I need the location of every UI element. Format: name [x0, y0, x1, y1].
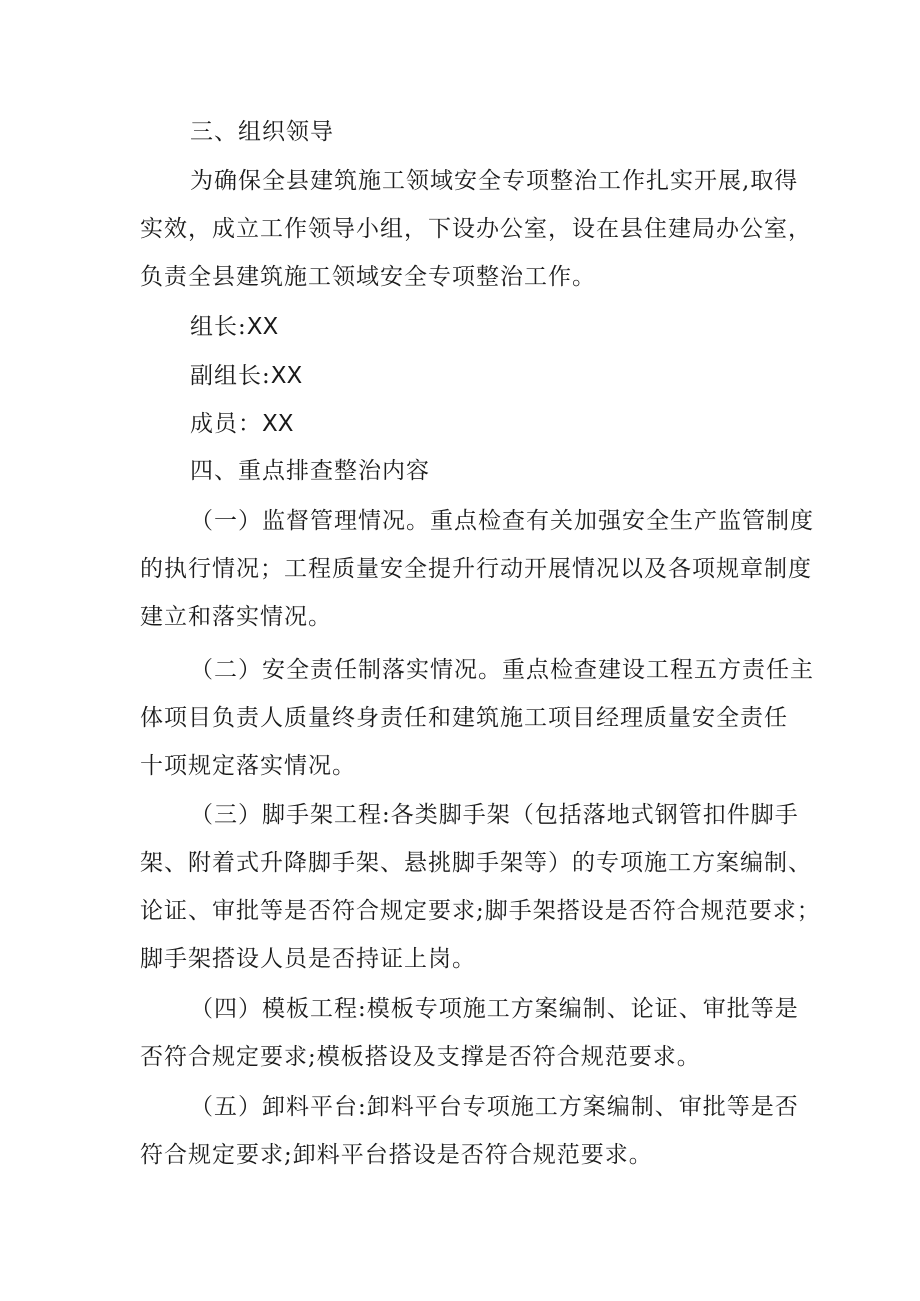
paragraph-line: 脚手架搭设人员是否持证上岗。 [140, 946, 476, 972]
leader-value: XX [246, 314, 279, 340]
paragraph-line: 负责全县建筑施工领域安全专项整治工作。 [140, 264, 596, 290]
paragraph-line: 十项规定落实情况。 [140, 753, 356, 779]
deputy-leader-line [140, 352, 780, 400]
section-heading-organization [140, 108, 780, 156]
paragraph-line: 否符合规定要求;模板搭设及支撑是否符合规范要求。 [140, 1044, 701, 1070]
heading-text: 四、重点排查整治内容 [190, 458, 430, 484]
members-line [140, 400, 780, 448]
leader-line [140, 303, 780, 351]
paragraph-line: （三）脚手架工程:各类脚手架（包括落地式钢管扣件脚手 [190, 802, 799, 828]
leader-label: 组长: [190, 314, 247, 340]
item-formwork [140, 985, 799, 1081]
item-responsibility [140, 646, 814, 790]
deputy-label: 副组长: [190, 363, 271, 389]
paragraph-line: 论证、审批等是否符合规定要求;脚手架搭设是否符合规范要求； [140, 898, 821, 924]
paragraph-organization [140, 157, 812, 301]
item-unloading-platform [140, 1083, 799, 1179]
paragraph-line: 为确保全县建筑施工领域安全专项整治工作扎实开展,取得 [190, 168, 799, 194]
paragraph-line: （五）卸料平台:卸料平台专项施工方案编制、审批等是否 [190, 1094, 799, 1120]
paragraph-line: 的执行情况；工程质量安全提升行动开展情况以及各项规章制度 [140, 556, 812, 582]
paragraph-line: 实效，成立工作领导小组，下设办公室，设在县住建局办公室， [140, 216, 812, 242]
paragraph-line: 建立和落实情况。 [140, 604, 332, 630]
paragraph-line: 符合规定要求;卸料平台搭设是否符合规范要求。 [140, 1142, 653, 1168]
item-supervision [140, 497, 814, 641]
paragraph-line: 架、附着式升降脚手架、悬挑脚手架等）的专项施工方案编制、 [140, 850, 812, 876]
heading-text: 三、组织领导 [190, 119, 334, 145]
paragraph-line: （一）监督管理情况。重点检查有关加强安全生产监管制度 [190, 508, 814, 534]
paragraph-line: 体项目负责人质量终身责任和建筑施工项目经理质量安全责任 [140, 705, 788, 731]
paragraph-line: （二）安全责任制落实情况。重点检查建设工程五方责任主 [190, 657, 814, 683]
deputy-value: XX [270, 363, 303, 389]
item-scaffolding [140, 791, 821, 983]
members-label: 成员： [190, 411, 262, 437]
paragraph-line: （四）模板工程:模板专项施工方案编制、论证、审批等是 [190, 996, 799, 1022]
section-heading-inspection [140, 447, 780, 495]
members-value: XX [262, 411, 294, 437]
